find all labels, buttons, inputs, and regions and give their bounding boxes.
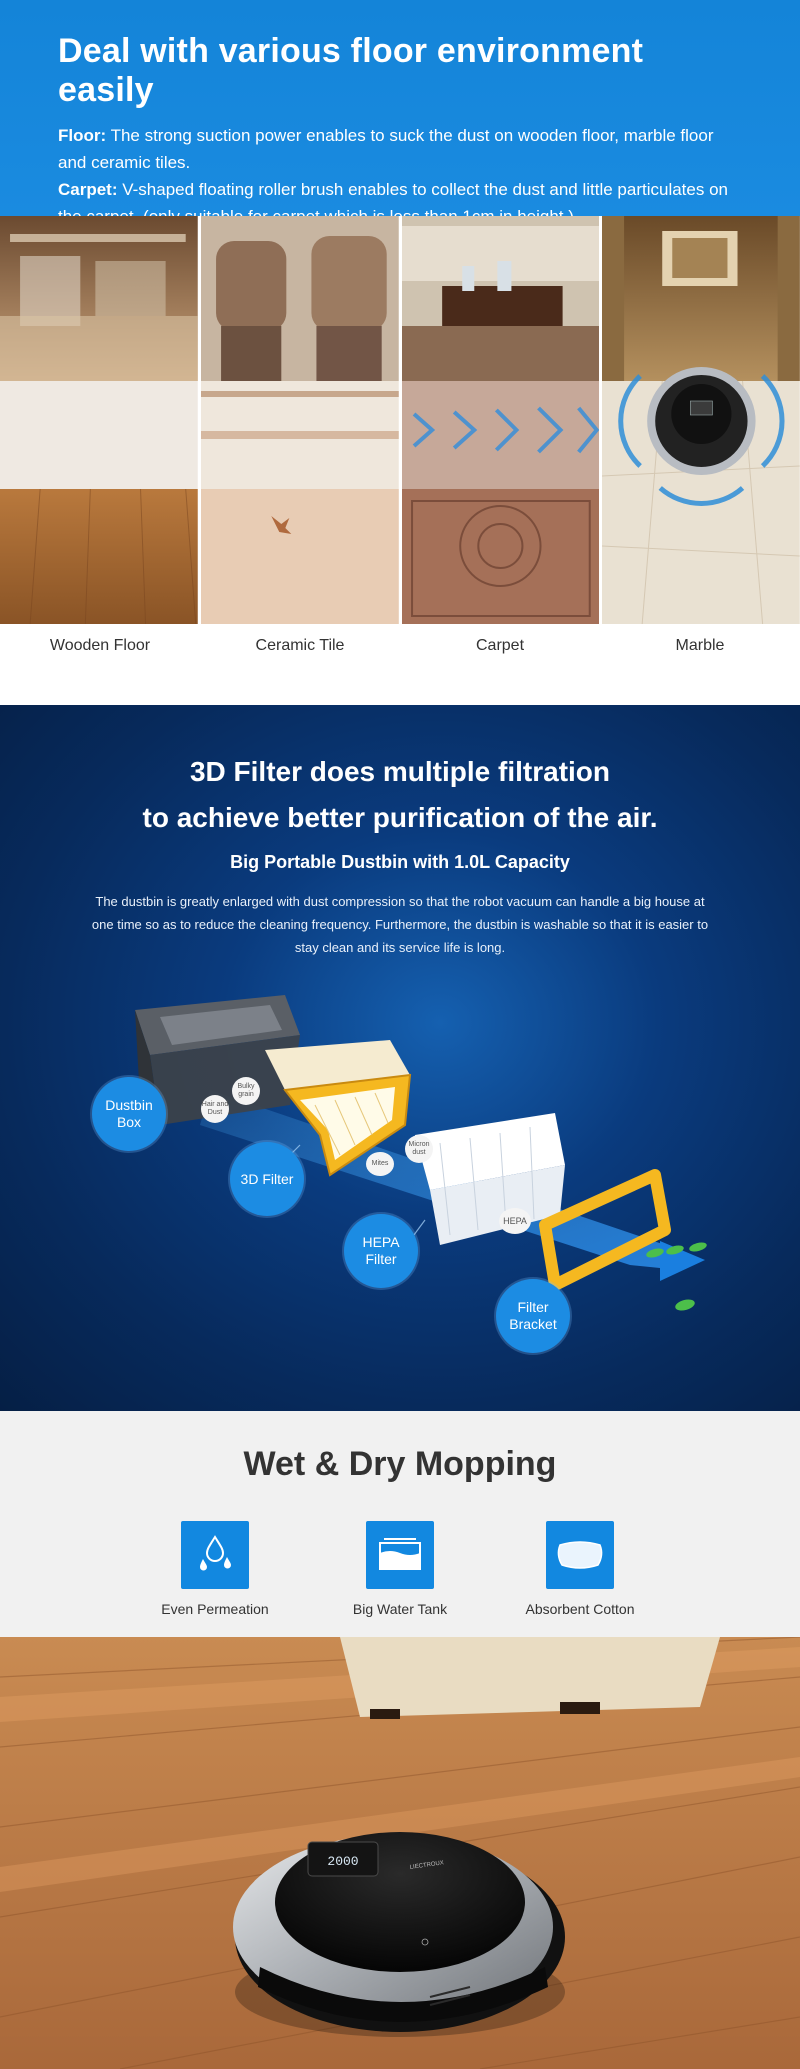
part-hepa-filter [344,1214,418,1288]
floor-label-carpet: Carpet [475,637,525,654]
floor-labels [0,626,800,666]
part-dustbin-box [92,1077,166,1151]
leaf-icons [645,1241,707,1313]
filter-title-line2: to achieve better purification of the air. [142,802,658,833]
cotton-pad-icon [546,1521,614,1589]
carpet-text: V-shaped floating roller brush enables to collect the dust and little particulates on [122,180,728,199]
mites-chip: Mites [366,1152,394,1176]
robot-display: 2000 [327,1854,359,1869]
wooden-floor-photo [0,216,198,624]
floor-text: The strong suction power enables to suck the dust on wooden floor, marble floor and ceramic tiles. [58,126,714,172]
feature-label: Absorbent Cotton [525,1601,635,1617]
floor-description [58,122,742,176]
dustbin-description: The dustbin is greatly enlarged with dust compression so that the robot vacuum can handle a big house at one time so as to reduce the cleaning frequency. Furthermore, the dustbin is washable so that it is easier to stay clean and its service life is long. [91,894,709,955]
part-label: HEPA Filter [362,1234,400,1267]
part-3d-filter [230,1142,304,1216]
part-label: Filter Bracket [509,1299,557,1332]
floor-label-wooden: Wooden Floor [49,637,151,654]
robot-brand: LIECTROUX [409,1860,445,1871]
hair-dust-chip: Hair and Dust [201,1095,229,1123]
floor-label-ceramic: Ceramic Tile [255,637,345,654]
filter-title [0,749,800,841]
marble-photo [602,216,800,624]
part-filter-bracket [496,1279,570,1353]
mopping-section [0,1411,800,1637]
floor-label-marble: Marble [675,637,725,654]
water-drops-icon [181,1521,249,1589]
feature-even-permeation [135,1521,295,1617]
hepa-chip: HEPA [499,1208,531,1234]
feature-absorbent-cotton [500,1521,660,1617]
section-title: Deal with various floor environment easily [58,32,644,109]
floor-photo-strip [0,216,800,624]
feature-label: Even Permeation [161,1601,269,1617]
bulky-grain-chip: Bulky grain [232,1077,260,1105]
carpet-photo [402,216,600,624]
water-tank-icon [366,1521,434,1589]
feature-label: Big Water Tank [352,1601,448,1617]
robot-vacuum-photo [0,1637,800,2069]
floor-label: Floor: [58,126,107,145]
dustbin-subtitle: Big Portable Dustbin with 1.0L Capacity [230,852,570,872]
part-label: Dustbin Box [105,1097,153,1130]
filter-section [0,705,800,1411]
carpet-label: Carpet: [58,180,118,199]
ceramic-tile-photo [201,216,399,624]
micron-dust-chip: Micron dust [405,1135,433,1163]
part-label: 3D Filter [240,1170,294,1187]
mopping-title: Wet & Dry Mopping [243,1445,557,1483]
feature-big-water-tank [320,1521,480,1617]
floor-environment-section [0,0,800,700]
floor-environment-header [0,0,800,216]
filter-title-line1: 3D Filter does multiple filtration [189,756,611,787]
